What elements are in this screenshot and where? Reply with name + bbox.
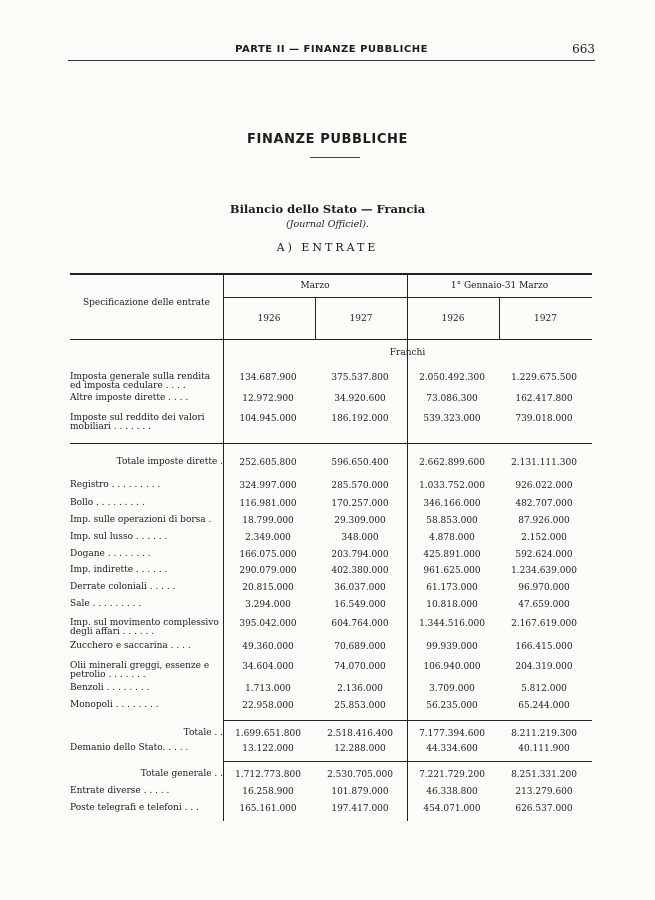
revenue-table <box>70 273 592 821</box>
row-label: Demanio dello Stato. . . . . <box>70 743 189 753</box>
year-header: 1926 <box>441 314 465 324</box>
document-title: Bilancio dello Stato — Francia <box>229 202 426 216</box>
row-label: Sale . . . . . . . . . <box>70 599 142 609</box>
document-source: (Journal Officiel). <box>285 219 370 230</box>
table-row <box>70 804 592 818</box>
row-value: 375.537.800 <box>331 373 389 383</box>
row-label: Totale generale . . <box>140 769 223 779</box>
row-value: 61.173.000 <box>426 583 478 593</box>
row-value: 34.604.000 <box>242 662 294 672</box>
row-value: 74.070.000 <box>334 662 386 672</box>
table-row <box>70 642 592 656</box>
row-value: 47.659.000 <box>518 600 570 610</box>
row-value: 454.071.000 <box>423 804 481 814</box>
group-header: 1° Gennaio-31 Marzo <box>450 281 549 291</box>
row-value: 402.380.000 <box>331 566 389 576</box>
row-value: 49.360.000 <box>242 642 294 652</box>
row-value: 1.229.675.500 <box>511 373 577 383</box>
row-label: Totale imposte dirette . <box>116 457 223 467</box>
row-value: 2.662.899.600 <box>419 458 485 468</box>
row-label: Bollo . . . . . . . . . <box>70 498 145 508</box>
subtotal-rule <box>70 443 592 444</box>
row-value: 1.234.639.000 <box>511 566 577 576</box>
row-value: 186.192.000 <box>331 414 389 424</box>
row-value: 101.879.000 <box>331 787 389 797</box>
row-value: 8.251.331.200 <box>511 770 577 780</box>
row-value: 285.570.000 <box>331 481 389 491</box>
row-value: 73.086.300 <box>426 394 478 404</box>
row-value: 539.323.000 <box>423 414 481 424</box>
row-value: 166.075.000 <box>239 550 297 560</box>
row-header: Specificazione delle entrate <box>83 298 210 308</box>
row-value: 7.177.394.600 <box>419 729 485 739</box>
title-rule <box>310 157 360 158</box>
row-value: 290.079.000 <box>239 566 297 576</box>
row-value: 324.997.000 <box>239 481 297 491</box>
row-value: 1.713.000 <box>245 684 291 694</box>
table-row <box>70 684 592 698</box>
row-value: 2.167.619.000 <box>511 619 577 629</box>
row-value: 165.161.000 <box>239 804 297 814</box>
table-row <box>70 729 592 743</box>
row-value: 40.111.900 <box>518 744 570 754</box>
row-value: 58.853.000 <box>426 516 478 526</box>
row-value: 2.349.000 <box>245 533 291 543</box>
row-value: 482.707.000 <box>515 499 573 509</box>
row-value: 395.042.000 <box>239 619 297 629</box>
row-label: Poste telegrafi e telefoni . . . <box>70 803 199 813</box>
row-value: 166.415.000 <box>515 642 573 652</box>
table-row <box>70 413 592 432</box>
row-value: 134.687.900 <box>239 373 297 383</box>
row-label: Entrate diverse . . . . . <box>70 786 170 796</box>
table-row <box>70 661 592 680</box>
row-value: 2.050.492.300 <box>419 373 485 383</box>
row-value: 4.878.000 <box>429 533 475 543</box>
year-header: 1926 <box>257 314 281 324</box>
table-row <box>70 600 592 614</box>
row-value: 46.338.800 <box>426 787 478 797</box>
row-value: 604.764.000 <box>331 619 389 629</box>
row-value: 2.530.705.000 <box>327 770 393 780</box>
row-label: Imposta generale sulla rendita ed imposta cedulare . . . . <box>70 372 211 391</box>
row-value: 1.344.516.000 <box>419 619 485 629</box>
row-label: Registro . . . . . . . . . <box>70 480 161 490</box>
year-header: 1927 <box>534 314 557 324</box>
row-value: 596.650.400 <box>331 458 389 468</box>
row-label: Imposte sul reddito dei valori mobiliari . . . . . . . <box>70 413 205 432</box>
table-row <box>70 516 592 530</box>
row-value: 2.518.416.400 <box>327 729 393 739</box>
row-value: 1.033.752.000 <box>419 481 485 491</box>
table-row <box>70 744 592 758</box>
row-value: 204.319.000 <box>515 662 573 672</box>
row-value: 56.235.000 <box>426 701 478 711</box>
row-label: Imp. sul movimento complessivo degli affari . . . . . . <box>70 618 219 637</box>
row-value: 252.605.800 <box>239 458 297 468</box>
row-value: 99.939.000 <box>426 642 478 652</box>
row-value: 162.417.800 <box>515 394 573 404</box>
row-value: 12.288.000 <box>334 744 386 754</box>
row-value: 961.625.000 <box>423 566 481 576</box>
row-value: 13.122.000 <box>242 744 294 754</box>
row-label: Imp. sulle operazioni di borsa . <box>70 515 212 525</box>
row-value: 36.037.000 <box>334 583 386 593</box>
row-value: 12.972.900 <box>242 394 294 404</box>
row-label: Benzoli . . . . . . . . <box>70 683 150 693</box>
row-value: 213.279.600 <box>515 787 573 797</box>
row-value: 626.537.000 <box>515 804 573 814</box>
table-row <box>70 787 592 801</box>
row-value: 25.853.000 <box>334 701 386 711</box>
running-head-title: PARTE II — FINANZE PUBBLICHE <box>235 44 428 55</box>
row-value: 739.018.000 <box>515 414 573 424</box>
header-rule <box>68 60 595 61</box>
row-value: 8.211.219.300 <box>511 729 577 739</box>
row-value: 170.257.000 <box>331 499 389 509</box>
row-value: 3.709.000 <box>429 684 475 694</box>
table-top-rule <box>70 273 592 275</box>
row-value: 926.022.000 <box>515 481 573 491</box>
row-value: 87.926.000 <box>518 516 570 526</box>
row-value: 116.981.000 <box>239 499 297 509</box>
row-label: Imp. sul lusso . . . . . . <box>70 532 168 542</box>
row-value: 592.624.000 <box>515 550 573 560</box>
row-label: Olii minerali greggi, essenze e petrolio . . . . . . . <box>70 661 210 680</box>
row-value: 16.258.900 <box>242 787 294 797</box>
row-label: Altre imposte dirette . . . . <box>70 393 189 403</box>
row-label: Imp. indirette . . . . . . <box>70 565 168 575</box>
row-value: 346.166.000 <box>423 499 481 509</box>
row-value: 16.549.000 <box>334 600 386 610</box>
table-row <box>70 770 592 784</box>
table-row <box>70 372 592 391</box>
table-row <box>70 394 592 408</box>
row-value: 7.221.729.200 <box>419 770 485 780</box>
row-value: 2.136.000 <box>337 684 383 694</box>
row-label: Totale . . <box>183 728 223 738</box>
row-value: 2.131.111.300 <box>511 458 577 468</box>
row-value: 10.818.000 <box>426 600 478 610</box>
header-bottom-rule <box>70 339 592 340</box>
document-subtitle: A) ENTRATE <box>276 241 379 254</box>
row-value: 22.958.000 <box>242 701 294 711</box>
row-value: 5.812.000 <box>521 684 567 694</box>
row-value: 20.815.000 <box>242 583 294 593</box>
row-value: 1.712.773.800 <box>235 770 301 780</box>
unit-label: Franchi <box>389 348 426 358</box>
table-row <box>70 701 592 715</box>
table-row <box>70 566 592 580</box>
row-label: Dogane . . . . . . . . <box>70 549 151 559</box>
table-row <box>70 550 592 564</box>
row-value: 18.799.000 <box>242 516 294 526</box>
row-value: 96.970.000 <box>518 583 570 593</box>
row-value: 203.794.000 <box>331 550 389 560</box>
year-header: 1927 <box>349 314 373 324</box>
row-value: 34.920.600 <box>334 394 386 404</box>
row-label: Derrate coloniali . . . . . <box>70 582 176 592</box>
row-value: 1.699.651.800 <box>235 729 301 739</box>
row-value: 29.309.000 <box>334 516 386 526</box>
table-row <box>70 618 592 637</box>
row-label: Zucchero e saccarina . . . . <box>70 641 191 651</box>
row-value: 2.152.000 <box>521 533 567 543</box>
total-rule <box>223 761 592 762</box>
table-row <box>70 533 592 547</box>
section-title: FINANZE PUBBLICHE <box>247 132 408 147</box>
row-value: 348.000 <box>341 533 379 543</box>
table-row <box>70 499 592 513</box>
table-row <box>70 458 592 472</box>
row-value: 44.334.600 <box>426 744 478 754</box>
group-header: Marzo <box>300 281 330 291</box>
table-row <box>70 481 592 495</box>
row-value: 3.294.000 <box>245 600 291 610</box>
table-row <box>70 583 592 597</box>
page-number: 663 <box>572 42 595 56</box>
row-value: 104.945.000 <box>239 414 297 424</box>
total-rule <box>223 720 592 721</box>
row-value: 65.244.000 <box>518 701 570 711</box>
row-value: 70.689.000 <box>334 642 386 652</box>
row-label: Monopoli . . . . . . . . <box>70 700 159 710</box>
row-value: 425.891.000 <box>423 550 481 560</box>
row-value: 197.417.000 <box>331 804 389 814</box>
row-value: 106.940.000 <box>423 662 481 672</box>
